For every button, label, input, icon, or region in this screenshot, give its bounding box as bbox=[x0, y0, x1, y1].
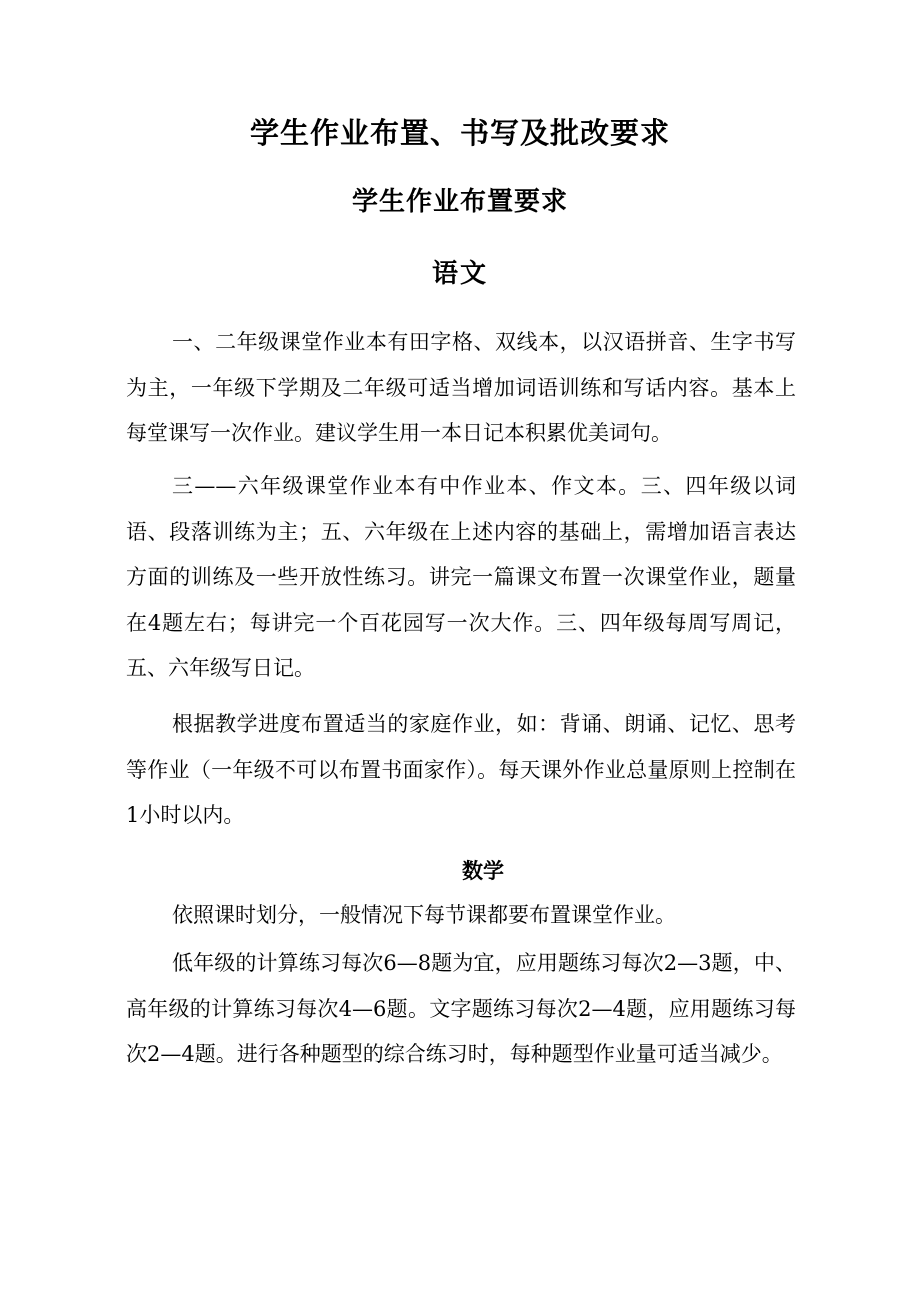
chinese-paragraph-1: 一、二年级课堂作业本有田字格、双线本，以汉语拼音、生字书写为主，一年级下学期及二年级可适当增加词语训练和写话内容。基本上每堂课写一次作业。建议学生用一本日记本积累优美词句。 bbox=[126, 330, 796, 445]
document-subtitle: 学生作业布置要求 bbox=[351, 187, 568, 217]
chinese-section-heading: 语文 bbox=[431, 259, 488, 289]
math-section-heading: 数学 bbox=[462, 858, 504, 883]
chinese-paragraph-3: 根据教学进度布置适当的家庭作业，如：背诵、朗诵、记忆、思考等作业（一年级不可以布置书面家作）。每天课外作业总量原则上控制在1小时以内。 bbox=[126, 712, 796, 827]
math-paragraph-1: 依照课时划分，一般情况下每节课都要布置课堂作业。 bbox=[172, 903, 676, 927]
document-title: 学生作业布置、书写及批改要求 bbox=[249, 116, 670, 150]
chinese-paragraph-2: 三——六年级课堂作业本有中作业本、作文本。三、四年级以词语、段落训练为主；五、六年级在上述内容的基础上，需增加语言表达方面的训练及一些开放性练习。讲完一篇课文布置一次课堂作业，题量在4题左右；每讲完一个百花园写一次大作。三、四年级每周写周记，五、六年级写日记。 bbox=[126, 474, 796, 680]
math-paragraph-2: 低年级的计算练习每次6—8题为宜，应用题练习每次2—3题，中、高年级的计算练习每次4—6题。文字题练习每次2—4题，应用题练习每次2—4题。进行各种题型的综合练习时，每种题型作业量可适当减少。 bbox=[126, 951, 796, 1066]
